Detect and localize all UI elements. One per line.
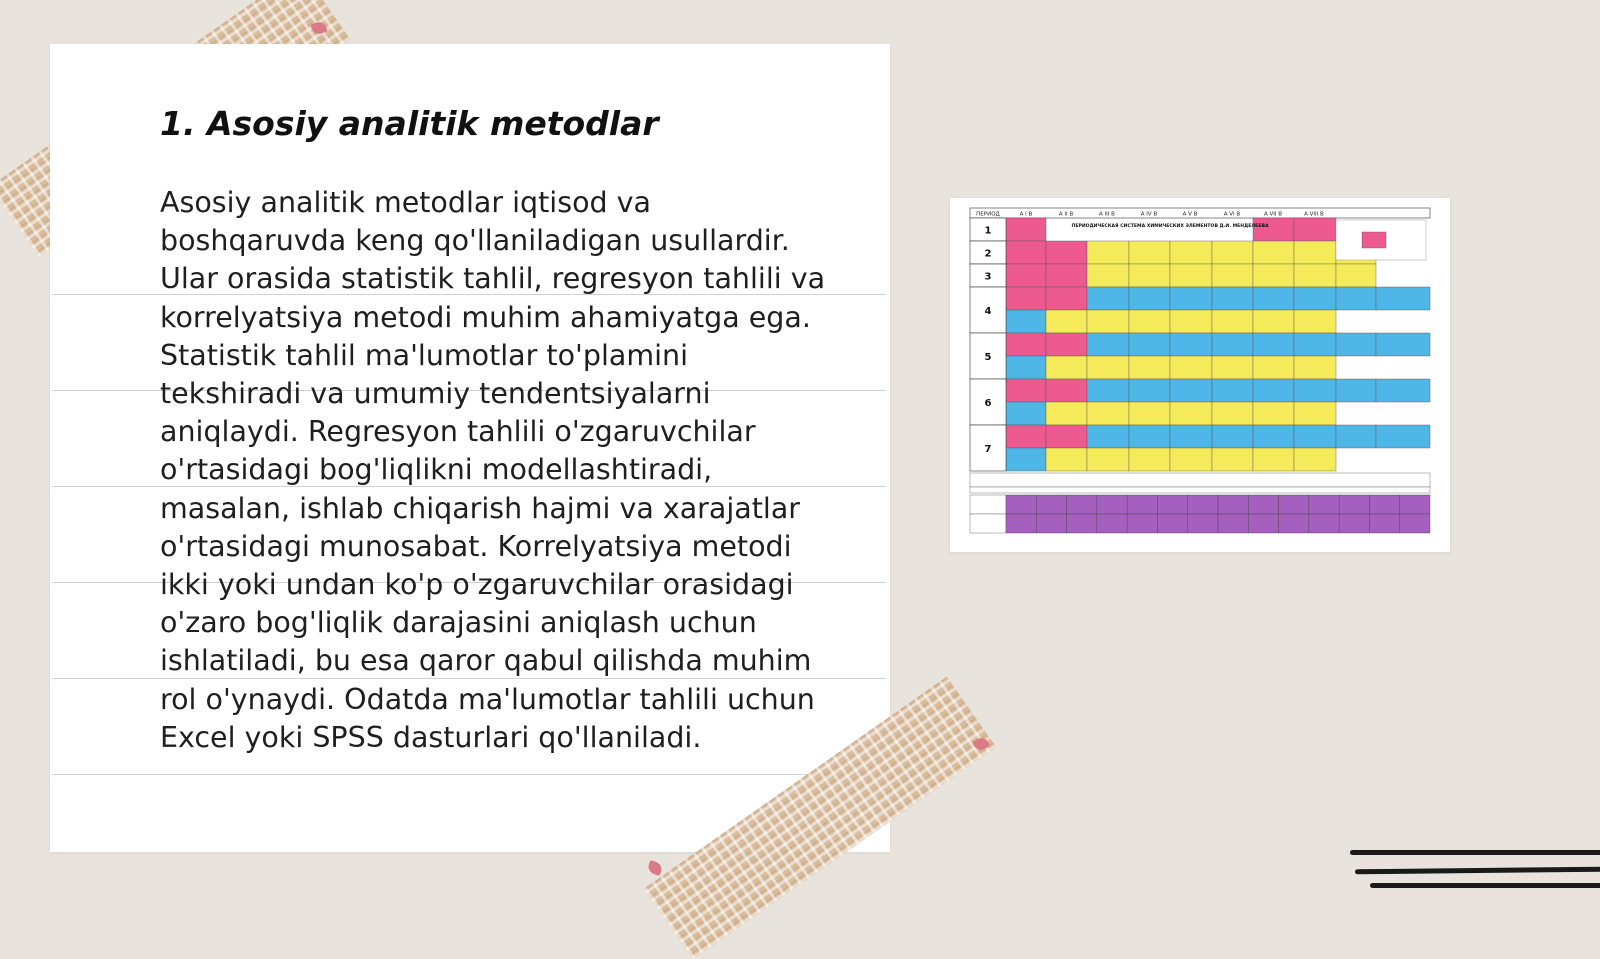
- f-block-cell: [1036, 495, 1066, 514]
- tape-pin-icon: [646, 860, 663, 876]
- element-cell: [1046, 448, 1087, 471]
- element-cell: [1253, 448, 1294, 471]
- element-cell: [1170, 402, 1212, 425]
- element-cell: [1253, 379, 1294, 402]
- element-cell: [1294, 379, 1336, 402]
- element-cell: [1129, 448, 1170, 471]
- f-block-cell: [1369, 514, 1399, 533]
- f-block-cell: [1400, 495, 1430, 514]
- hydride-row: [970, 487, 1430, 493]
- element-cell: [1212, 333, 1253, 356]
- f-block-cell: [1157, 514, 1187, 533]
- f-block-cell: [1218, 514, 1248, 533]
- f-block-cell: [1006, 514, 1036, 533]
- element-cell: [1087, 379, 1129, 402]
- element-cell: [1129, 287, 1170, 310]
- element-cell: [1376, 379, 1430, 402]
- element-cell: [1129, 333, 1170, 356]
- element-cell: [1253, 241, 1294, 264]
- element-cell: [1294, 448, 1336, 471]
- f-block-cell: [1218, 495, 1248, 514]
- element-cell: [1046, 425, 1087, 448]
- element-cell: [1170, 379, 1212, 402]
- f-block-cell: [1339, 495, 1369, 514]
- element-cell: [1212, 379, 1253, 402]
- periodic-table-image: [950, 198, 1450, 552]
- element-cell: [1006, 264, 1046, 287]
- element-cell: [1294, 287, 1336, 310]
- element-cell: [1129, 310, 1170, 333]
- f-block-cell: [1309, 495, 1339, 514]
- element-cell: [1087, 448, 1129, 471]
- group-header-label: A IV B: [1140, 211, 1158, 218]
- element-cell: [1294, 241, 1336, 264]
- f-block-cell: [1127, 514, 1157, 533]
- element-cell: [1294, 333, 1336, 356]
- element-cell: [1170, 448, 1212, 471]
- element-cell: [1006, 356, 1046, 379]
- element-cell: [1212, 264, 1253, 287]
- group-header-label: A VIII B: [1304, 211, 1324, 218]
- element-cell: [1006, 241, 1046, 264]
- element-cell: [1253, 356, 1294, 379]
- element-cell: [1046, 356, 1087, 379]
- period-number: 3: [984, 271, 992, 283]
- element-cell: [1006, 425, 1046, 448]
- element-cell: [1170, 264, 1212, 287]
- period-number: 5: [984, 352, 992, 363]
- f-block-cell: [1157, 495, 1187, 514]
- element-cell: [1253, 287, 1294, 310]
- element-cell: [1129, 356, 1170, 379]
- f-block-cell: [1279, 495, 1309, 514]
- element-cell: [1006, 310, 1046, 333]
- element-cell: [1294, 310, 1336, 333]
- ruled-line: [52, 774, 886, 775]
- f-block-cell: [1127, 495, 1157, 514]
- element-cell: [1006, 333, 1046, 356]
- element-cell: [1046, 241, 1087, 264]
- f-block-cell: [1188, 495, 1218, 514]
- element-cell: [1129, 241, 1170, 264]
- element-cell: [1087, 241, 1129, 264]
- oxide-row: [970, 473, 1430, 487]
- group-header-label: A VII B: [1263, 211, 1283, 218]
- element-cell: [1294, 264, 1336, 287]
- element-cell: [1170, 287, 1212, 310]
- element-cell: [1212, 448, 1253, 471]
- element-cell: [1087, 356, 1129, 379]
- element-cell: [1212, 425, 1253, 448]
- element-cell: [1336, 287, 1376, 310]
- f-block-cell: [1188, 514, 1218, 533]
- element-cell: [1170, 356, 1212, 379]
- period-number: 4: [984, 306, 992, 317]
- element-cell: [1294, 402, 1336, 425]
- element-cell: [1212, 310, 1253, 333]
- f-block-cell: [1279, 514, 1309, 533]
- element-cell: [1087, 287, 1129, 310]
- legend-sample-cell: [1362, 232, 1386, 248]
- element-cell: [1129, 402, 1170, 425]
- element-cell: [1046, 333, 1087, 356]
- element-cell: [1336, 264, 1376, 287]
- f-block-cell: [1339, 514, 1369, 533]
- element-cell: [1170, 333, 1212, 356]
- element-cell: [1212, 402, 1253, 425]
- element-cell: [1087, 264, 1129, 287]
- element-cell: [1294, 218, 1336, 241]
- element-cell: [1336, 333, 1376, 356]
- element-cell: [1376, 425, 1430, 448]
- table-header-row: [970, 208, 1430, 218]
- element-cell: [1336, 425, 1376, 448]
- period-number: 6: [984, 398, 992, 409]
- slide-body-text: Asosiy analitik metodlar iqtisod va boshqaruvda keng qo'llaniladigan usullardir. Ular orasida statistik tahlil, regresyon tahlili va korrelyatsiya metodi muhim ahamiyatga ega. Statistik tahlil ma'lumotlar to'plamini tekshiradi va umumiy tendentsiyalarni aniqlaydi. Regresyon tahlili o'zgaruvchilar o'rtasidagi bog'liqlikni modellashtiradi, masalan, ishlab chiqarish hajmi va xarajatlar o'rtasidagi munosabat. Korrelyatsiya metodi ikki yoki undan ko'p o'zgaruvchilar orasidagi o'zaro bog'liqlik darajasini aniqlash uchun ishlatiladi, bu esa qaror qabul qilishda muhim rol o'ynaydi. Odatda ma'lumotlar tahlili uchun Excel yoki SPSS dasturlari qo'llaniladi.: [160, 186, 826, 754]
- element-cell: [1087, 425, 1129, 448]
- element-cell: [1253, 218, 1294, 241]
- f-block-cell: [1248, 514, 1278, 533]
- f-block-cell: [1067, 495, 1097, 514]
- element-cell: [1006, 448, 1046, 471]
- f-block-cell: [1097, 514, 1127, 533]
- f-block-cell: [1006, 495, 1036, 514]
- periodic-table-icon: [950, 198, 1450, 552]
- element-cell: [1046, 264, 1087, 287]
- element-cell: [1087, 310, 1129, 333]
- f-block-cell: [1248, 495, 1278, 514]
- element-cell: [1006, 379, 1046, 402]
- element-cell: [1212, 356, 1253, 379]
- element-cell: [1376, 333, 1430, 356]
- element-cell: [1129, 264, 1170, 287]
- element-cell: [1376, 287, 1430, 310]
- decorative-line: [1370, 883, 1600, 888]
- group-header-label: A III B: [1099, 211, 1115, 218]
- element-cell: [1336, 379, 1376, 402]
- series-label-cell: [970, 514, 1006, 533]
- group-header-label: A I B: [1019, 211, 1033, 218]
- f-block-cell: [1309, 514, 1339, 533]
- period-number: 1: [984, 225, 992, 237]
- element-cell: [1170, 425, 1212, 448]
- element-cell: [1170, 310, 1212, 333]
- f-block-cell: [1400, 514, 1430, 533]
- period-header-label: ПЕРИОД: [976, 211, 1000, 218]
- slide-title: 1. Asosiy analitik metodlar: [160, 104, 659, 143]
- element-cell: [1253, 310, 1294, 333]
- element-cell: [1087, 402, 1129, 425]
- element-cell: [1046, 310, 1087, 333]
- decorative-line: [1355, 867, 1600, 875]
- f-block-cell: [1067, 514, 1097, 533]
- element-cell: [1170, 241, 1212, 264]
- period-number: 7: [984, 444, 992, 455]
- f-block-cell: [1036, 514, 1066, 533]
- element-cell: [1006, 218, 1046, 241]
- period-number: 2: [984, 248, 992, 260]
- element-cell: [1129, 379, 1170, 402]
- element-cell: [1006, 287, 1046, 310]
- element-cell: [1253, 264, 1294, 287]
- element-cell: [1253, 425, 1294, 448]
- element-cell: [1212, 241, 1253, 264]
- element-cell: [1006, 402, 1046, 425]
- element-cell: [1046, 379, 1087, 402]
- decorative-line: [1350, 850, 1600, 855]
- element-cell: [1046, 402, 1087, 425]
- element-cell: [1253, 402, 1294, 425]
- series-label-cell: [970, 495, 1006, 514]
- group-header-label: A V B: [1182, 211, 1198, 218]
- f-block-cell: [1369, 495, 1399, 514]
- table-caption: ПЕРИОДИЧЕСКАЯ СИСТЕМА ХИМИЧЕСКИХ ЭЛЕМЕНТОВ Д.И. МЕНДЕЛЕЕВА: [1071, 224, 1269, 229]
- element-cell: [1212, 287, 1253, 310]
- element-cell: [1087, 333, 1129, 356]
- group-header-label: A VI B: [1223, 211, 1241, 218]
- element-cell: [1294, 425, 1336, 448]
- element-cell: [1253, 333, 1294, 356]
- group-header-label: A II B: [1058, 211, 1074, 218]
- element-cell: [1046, 287, 1087, 310]
- element-cell: [1129, 425, 1170, 448]
- element-cell: [1294, 356, 1336, 379]
- f-block-cell: [1097, 495, 1127, 514]
